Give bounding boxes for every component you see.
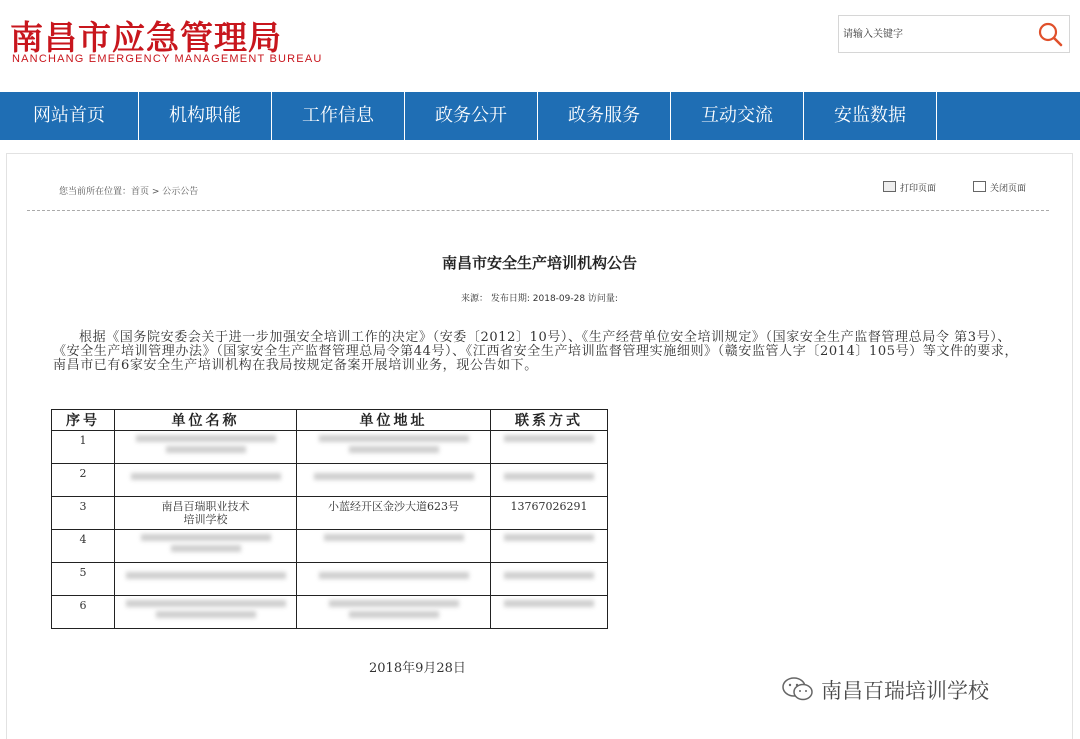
- row-seq: 2: [79, 467, 87, 480]
- redacted-name: [156, 611, 256, 618]
- publish-date: 2018年9月28日: [369, 661, 466, 676]
- print-page-button[interactable]: [883, 181, 936, 194]
- site-header: [0, 0, 1080, 92]
- redacted-name: [131, 473, 281, 480]
- institution-address: 小蓝经开区金沙大道623号: [328, 500, 459, 513]
- table-row: [52, 530, 608, 563]
- training-institutions-table: [51, 409, 608, 629]
- watermark-text: 南昌百瑞培训学校: [821, 679, 989, 703]
- table-row: [52, 563, 608, 596]
- redacted-address: [319, 572, 469, 579]
- header-address: 单位地址: [297, 410, 491, 431]
- article-body: 根据《国务院安委会关于进一步加强安全培训工作的决定》（安委〔2012〕10号）、《生产经营单位安全培训规定》（国家安全生产监督管理总局令 第3号）、《安全生产培训管理办法》（国家安全生产监督管理总局令第44号）、《江西省安全生产培训监督管理实施细则》（赣安监管人字〔2014〕105号）等文件的要求，南昌市已有6家安全生产培训机构在我局按规定备案开展培训业务，现公告如下。: [53, 330, 1019, 373]
- print-icon: [883, 181, 896, 192]
- redacted-address: [349, 611, 439, 618]
- table-row: [52, 497, 608, 530]
- redacted-name: [166, 446, 246, 453]
- nav-item-home[interactable]: 网站首页: [0, 92, 139, 140]
- nav-item-work-info[interactable]: 工作信息: [272, 92, 405, 140]
- redacted-phone: [504, 435, 594, 442]
- redacted-name: [126, 572, 286, 579]
- search-box: [838, 15, 1070, 53]
- print-label: 打印页面: [900, 184, 937, 194]
- nav-item-interaction[interactable]: 互动交流: [671, 92, 804, 140]
- main-nav: [0, 92, 1080, 140]
- article-title: 南昌市安全生产培训机构公告: [441, 254, 637, 272]
- wechat-icon: [781, 676, 815, 702]
- row-seq: 4: [79, 533, 87, 546]
- table-header-row: [52, 410, 608, 431]
- nav-item-gov-open[interactable]: 政务公开: [405, 92, 538, 140]
- redacted-name: [126, 600, 286, 607]
- redacted-name: [141, 534, 271, 541]
- watermark: [781, 675, 989, 705]
- close-page-button[interactable]: [973, 181, 1026, 194]
- institution-phone: 13767026291: [510, 500, 588, 513]
- search-input[interactable]: [839, 16, 1031, 52]
- redacted-phone: [504, 572, 594, 579]
- redacted-phone: [504, 534, 594, 541]
- nav-item-functions[interactable]: 机构职能: [139, 92, 272, 140]
- redacted-address: [314, 473, 474, 480]
- row-seq: 6: [79, 599, 87, 612]
- table-row: [52, 464, 608, 497]
- breadcrumb[interactable]: 您当前所在位置：首页 > 公示公告: [59, 187, 199, 197]
- nav-item-safety-data[interactable]: 安监数据: [804, 92, 937, 140]
- redacted-name: [171, 545, 241, 552]
- search-icon[interactable]: [1037, 21, 1063, 47]
- row-seq: 3: [79, 500, 87, 513]
- redacted-address: [349, 446, 439, 453]
- table-row: [52, 431, 608, 464]
- redacted-phone: [504, 473, 594, 480]
- redacted-address: [329, 600, 459, 607]
- row-seq: 1: [79, 434, 87, 447]
- close-label: 关闭页面: [990, 184, 1027, 194]
- redacted-address: [324, 534, 464, 541]
- redacted-phone: [504, 600, 594, 607]
- header-name: 单位名称: [115, 410, 297, 431]
- redacted-address: [319, 435, 469, 442]
- header-contact: 联系方式: [491, 410, 608, 431]
- article-meta: 来源： 发布日期: 2018-09-28 访问量:: [461, 294, 618, 304]
- institution-name: 南昌百瑞职业技术 培训学校: [161, 500, 250, 526]
- close-icon: [973, 181, 986, 192]
- table-row: [52, 596, 608, 629]
- redacted-name: [136, 435, 276, 442]
- logo-subtitle: NANCHANG EMERGENCY MANAGEMENT BUREAU: [12, 53, 323, 65]
- nav-item-gov-service[interactable]: 政务服务: [538, 92, 671, 140]
- row-seq: 5: [79, 566, 87, 579]
- logo-title[interactable]: 南昌市应急管理局: [10, 18, 282, 57]
- divider: [27, 210, 1049, 211]
- header-seq: 序号: [52, 410, 115, 431]
- article-panel: [6, 153, 1073, 739]
